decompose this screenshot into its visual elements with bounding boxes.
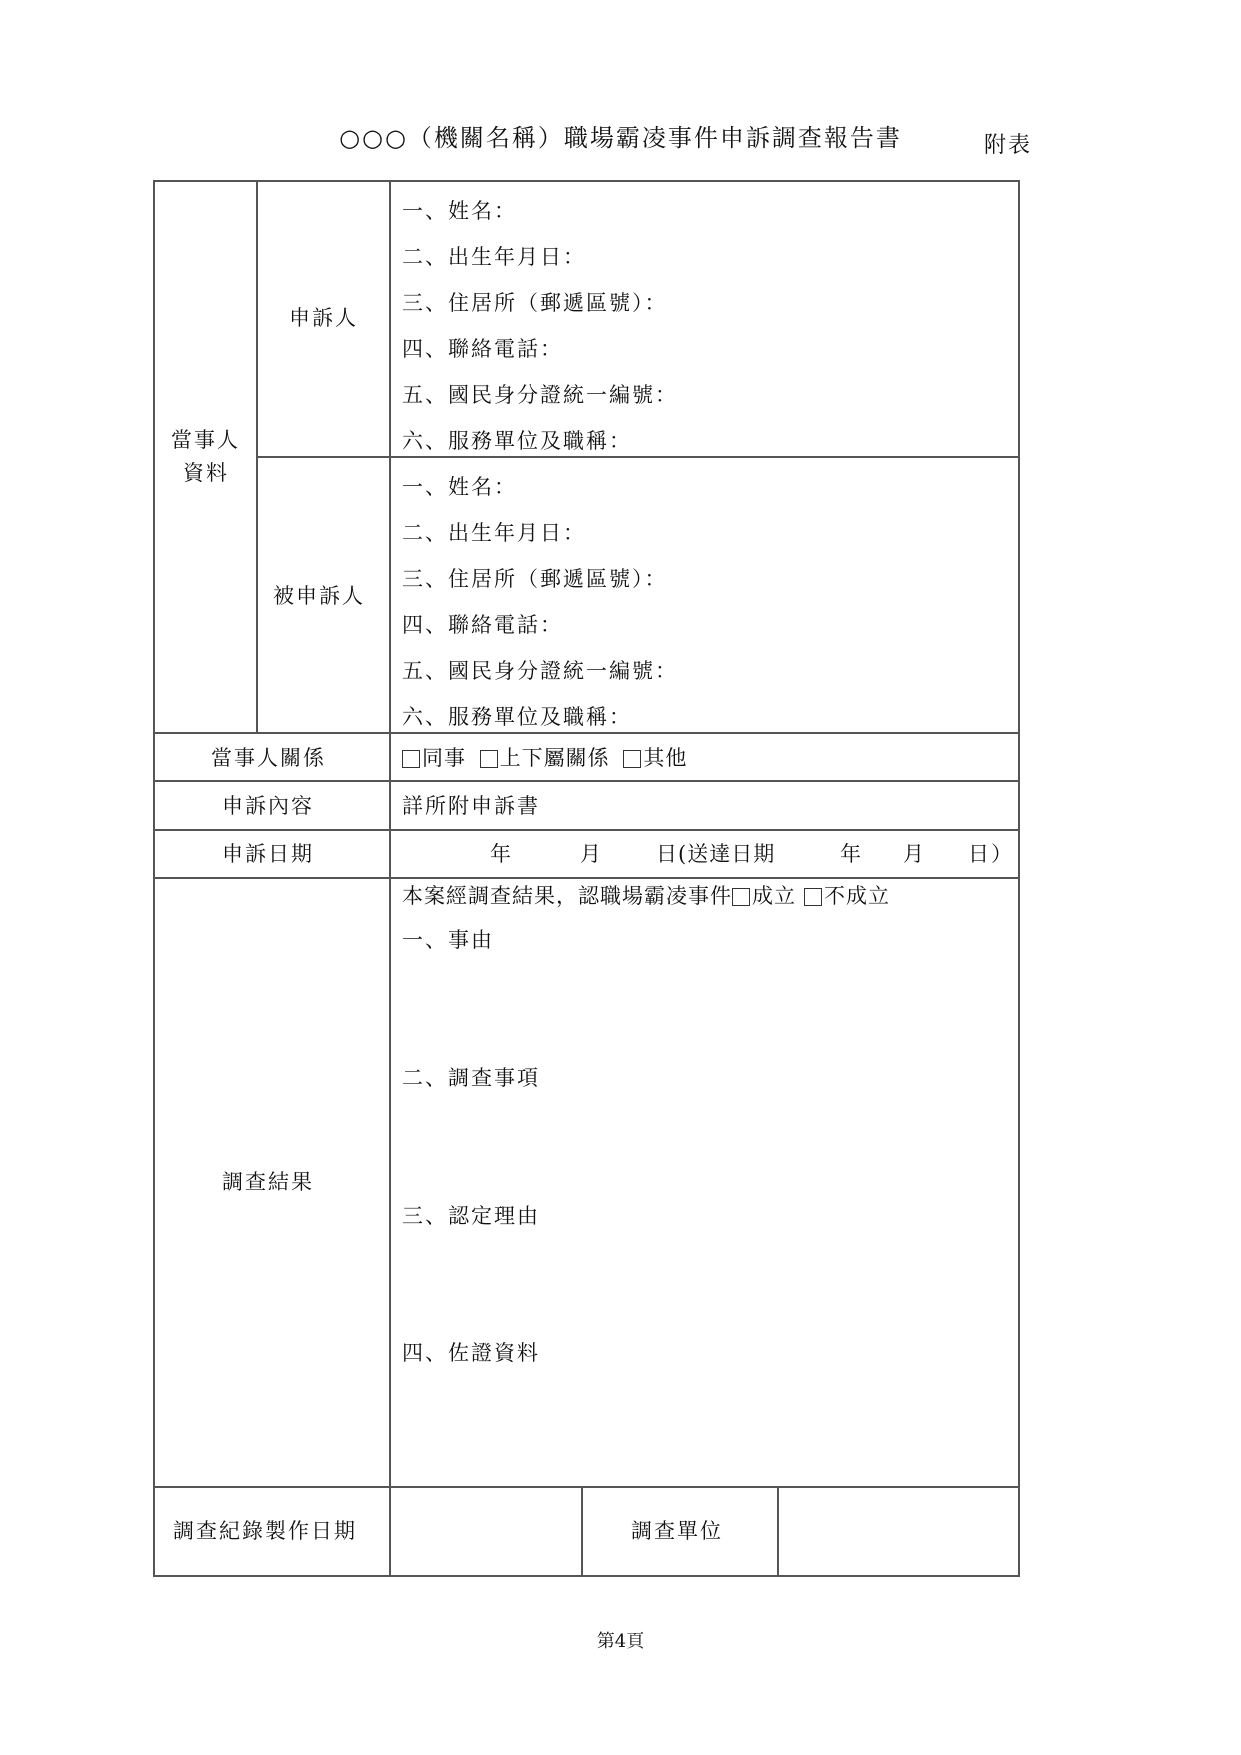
respondent-id-field: 五、國民身分證統一編號： xyxy=(402,659,678,683)
date-delivery-year: 年 xyxy=(840,842,863,866)
result-not-established-option[interactable]: 不成立 xyxy=(804,884,890,908)
date-delivery-day: 日） xyxy=(968,842,1014,866)
annex-label: 附表 xyxy=(984,133,1033,158)
page-number: 第4頁 xyxy=(596,1631,645,1652)
checkbox-icon[interactable] xyxy=(804,888,822,906)
party-group-label-2: 資料 xyxy=(183,461,229,485)
result-section-reasons: 三、認定理由 xyxy=(402,1204,540,1228)
date-year: 年 xyxy=(490,842,513,866)
result-intro: 本案經調查結果，認職場霸凌事件 成立 不成立 xyxy=(402,884,890,908)
relationship-supervisor-option[interactable]: 上下屬關係 xyxy=(480,746,610,770)
relationship-other-option[interactable]: 其他 xyxy=(623,746,687,770)
checkbox-icon[interactable] xyxy=(480,750,498,768)
relationship-options xyxy=(402,744,687,772)
complainant-phone-field: 四、聯絡電話： xyxy=(402,337,563,361)
complainant-address-field: 三、住居所（郵遞區號）： xyxy=(402,291,668,315)
result-established-option[interactable]: 成立 xyxy=(732,884,796,908)
complainant-label: 申訴人 xyxy=(289,306,358,330)
content-label: 申訴內容 xyxy=(222,794,314,818)
result-label: 調查結果 xyxy=(222,1170,314,1194)
complainant-birth-field: 二、出生年月日： xyxy=(402,245,586,269)
date-day-delivery: 日(送達日期 xyxy=(656,842,776,866)
complainant-unit-field: 六、服務單位及職稱： xyxy=(402,429,632,453)
complainant-name-field: 一、姓名： xyxy=(402,199,517,223)
checkbox-icon[interactable] xyxy=(732,888,750,906)
result-section-cause: 一、事由 xyxy=(402,928,494,952)
complainant-id-field: 五、國民身分證統一編號： xyxy=(402,383,678,407)
page-title: ○○○（機關名稱）職場霸凌事件申訴調查報告書 xyxy=(339,124,902,152)
relationship-label: 當事人關係 xyxy=(211,746,326,770)
checkbox-icon[interactable] xyxy=(402,750,420,768)
relationship-colleague-option[interactable]: 同事 xyxy=(402,746,466,770)
respondent-address-field: 三、住居所（郵遞區號）： xyxy=(402,567,668,591)
date-delivery-month: 月 xyxy=(903,842,926,866)
respondent-name-field: 一、姓名： xyxy=(402,475,517,499)
respondent-unit-field: 六、服務單位及職稱： xyxy=(402,705,632,729)
date-label: 申訴日期 xyxy=(222,842,314,866)
content-value: 詳所附申訴書 xyxy=(402,794,540,818)
date-month: 月 xyxy=(580,842,603,866)
respondent-label: 被申訴人 xyxy=(273,584,365,608)
respondent-phone-field: 四、聯絡電話： xyxy=(402,613,563,637)
record-date-label: 調查紀錄製作日期 xyxy=(173,1519,357,1543)
party-group-label: 當事人 xyxy=(171,428,240,452)
record-unit-label: 調查單位 xyxy=(631,1519,723,1543)
result-section-investigation: 二、調查事項 xyxy=(402,1066,540,1090)
respondent-birth-field: 二、出生年月日： xyxy=(402,521,586,545)
result-section-evidence: 四、佐證資料 xyxy=(402,1341,540,1365)
checkbox-icon[interactable] xyxy=(623,750,641,768)
